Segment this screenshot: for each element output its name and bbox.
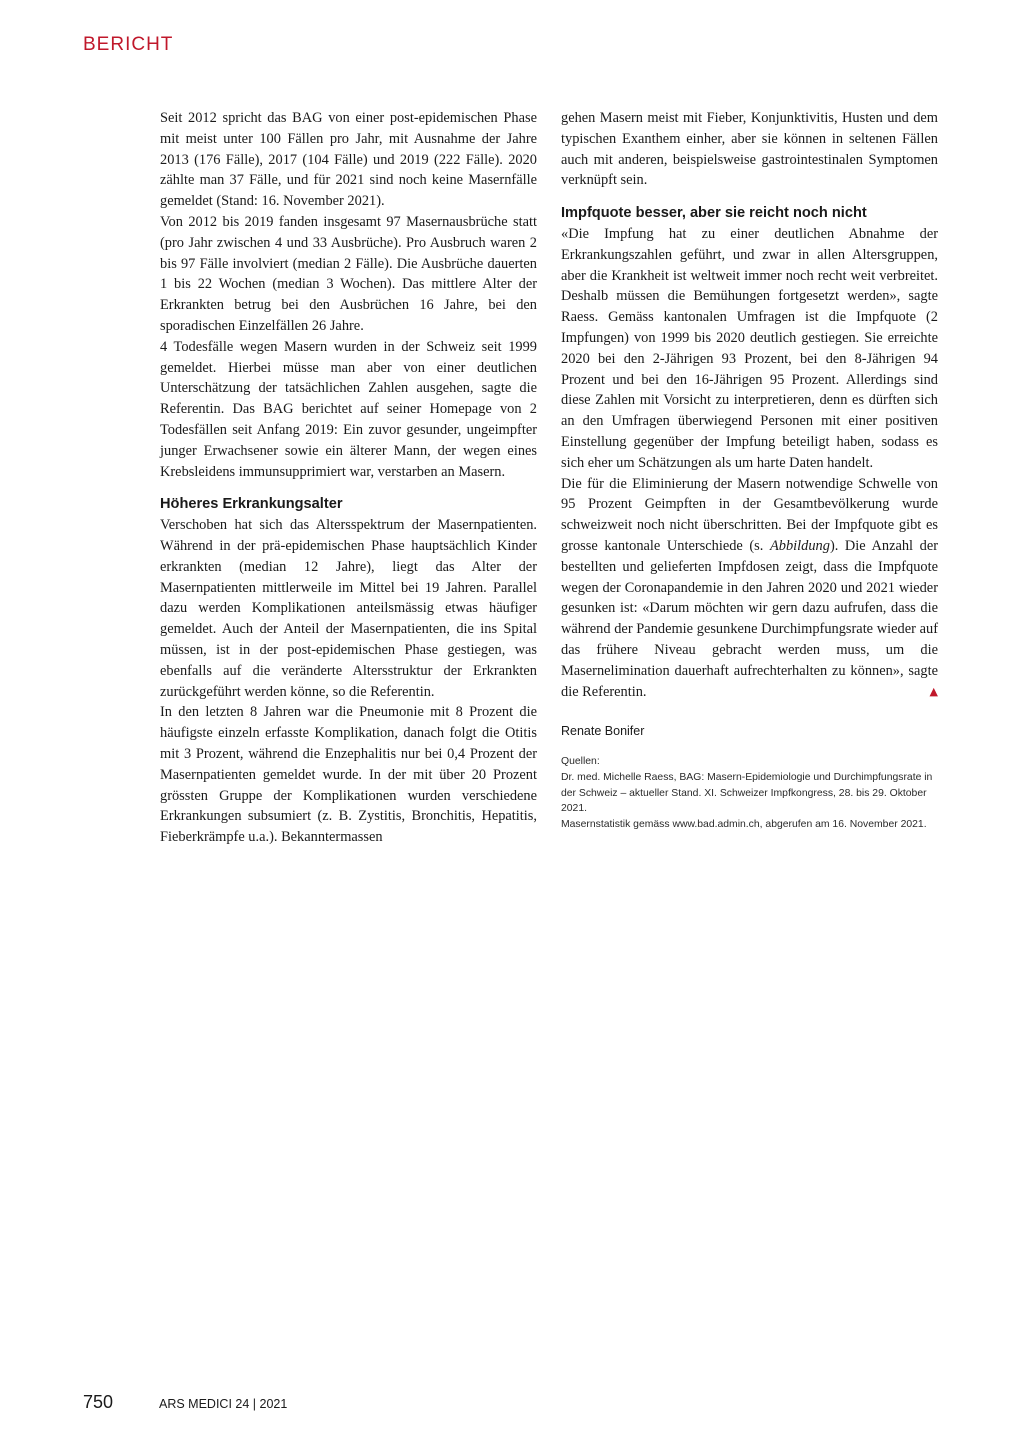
paragraph: gehen Masern meist mit Fieber, Konjunktivitis, Husten und dem typischen Exanthem einher, aber sie können in seltenen Fällen auch mit anderen, beispielsweise gastrointestinalen Symptomen verknüpft sein. xyxy=(561,110,938,189)
source-item: Masernstatistik gemäss www.bad.admin.ch, abgerufen am 16. November 2021. xyxy=(561,818,927,830)
author-name: Renate Bonifer xyxy=(561,724,645,739)
journal-name: ARS MEDICI 24 | 2021 xyxy=(159,1397,288,1411)
left-column xyxy=(160,108,537,848)
paragraph: Seit 2012 spricht das BAG von einer post-epidemischen Phase mit meist unter 100 Fällen pro Jahr, mit Ausnahme der Jahre 2013 (176 Fälle), 2017 (104 Fälle) und 2019 (222 Fälle). 2020 zählte man 37 Fälle, und für 2021 sind noch keine Masernfälle gemeldet (Stand: 16. November 2021). xyxy=(160,110,537,210)
text-run: ). Die Anzahl der bestellten und gelieferten Impfdosen zeigt, dass die Impfquote wegen der Coronapandemie in den Jahren 2020 und 2021 wieder gesunken ist: «Darum möchten wir gern dazu aufrufen, dass die während der Pandemie gesunkene Durchimpfungsrate wieder auf das frühere Niveau gebracht werden muss, um die Masernelimination dauerhaft aufrechterhalten zu können», sagte die Referentin. xyxy=(561,537,938,700)
paragraph: «Die Impfung hat zu einer deutlichen Abnahme der Erkrankungszahlen geführt, und zwar in allen Altersgruppen, aber die Krankheit ist weltweit immer noch recht weit verbreitet. Deshalb müssen die Bemühungen fortgesetzt werden», sagte Raess. Gemäss kantonalen Umfragen ist die Impfquote (2 Impfungen) von 1999 bis 2020 deutlich gestiegen. Sie erreichte 2020 bei den 2-Jährigen 93 Prozent, bei den 8-Jährigen 94 Prozent und bei den 16-Jährigen 95 Prozent. Allerdings sind diese Zahlen mit Vorsicht zu interpretieren, denn es dürften sich an den Umfragen überwiegend Personen mit einer positiven Einstellung gegenüber der Impfung beteiligt haben, sodass es sich eher um Schätzungen als um harte Daten handelt. xyxy=(561,225,938,471)
paragraph: 4 Todesfälle wegen Masern wurden in der Schweiz seit 1999 gemeldet. Hierbei müsse man aber von einer deutlichen Unterschätzung der tatsächlichen Zahlen ausgehen, sagte die Referentin. Das BAG berichtet auf seiner Homepage von 2 Todesfällen seit Anfang 2019: Ein zuvor gesunder, ungeimpfter junger Erwachsener sowie ein älterer Mann, der wegen eines Krebsleidens immunsupprimiert war, verstarben an Masern. xyxy=(160,338,537,480)
text-run: Die für die Eliminierung der Masern notwendige Schwelle von 95 Prozent Geimpften in der Gesamtbevölkerung wurde schweizweit noch nicht überschritten. Bei der Impfquote gibt es grosse kantonale Unterschiede (s. xyxy=(561,475,938,554)
section-heading: Impfquote besser, aber sie reicht noch nicht xyxy=(561,205,867,222)
section-label: BERICHT xyxy=(83,34,174,55)
paragraph-last xyxy=(561,474,938,703)
section-heading: Höheres Erkrankungsalter xyxy=(160,496,343,513)
sources-label: Quellen: xyxy=(561,756,600,768)
page-number: 750 xyxy=(83,1392,114,1412)
right-column xyxy=(561,108,938,832)
paragraph: Verschoben hat sich das Altersspektrum der Masernpatienten. Während in der prä-epidemischen Phase hauptsächlich Kinder erkrankten (median 12 Jahre), liegt das Alter der Masernpatienten mittlerweile im Mittel bei 19 Jahren. Parallel dazu werden Komplikationen anteilsmässig etwas häufiger gemeldet. Auch der Anteil der Masernpatienten, die ins Spital müssen, ist in der post-epidemischen Phase gestiegen, was ebenfalls auf die veränderte Altersstruktur der Erkrankten zurückgeführt werden könne, so die Referentin. xyxy=(160,517,537,700)
source-item: Dr. med. Michelle Raess, BAG: Masern-Epidemiologie und Durchimpfungsrate in der Schweiz – aktueller Stand. XI. Schweizer Impfkongress, 28. bis 29. Oktober 2021. xyxy=(561,771,933,815)
figure-reference: Abbildung xyxy=(769,537,830,554)
paragraph: In den letzten 8 Jahren war die Pneumonie mit 8 Prozent die häufigste einzeln erfasste Komplikation, danach folgt die Otitis mit 3 Prozent, während die Enzephalitis nur bei 0,4 Prozent der Masernpatienten gemeldet wurde. In der mit über 20 Prozent grössten Gruppe der Komplikationen wurden verschiedene Erkrankungen subsumiert (z. B. Zystitis, Bronchitis, Hepatitis, Fieberkrämpfe u.a.). Bekanntermassen xyxy=(160,704,537,846)
sources xyxy=(561,754,938,832)
paragraph: Von 2012 bis 2019 fanden insgesamt 97 Masernausbrüche statt (pro Jahr zwischen 4 und 33 Ausbrüche). Pro Ausbruch waren 2 bis 97 Fälle involviert (median 2 Fälle). Die Ausbrüche dauerten 1 bis 22 Wochen (median 3 Wochen). Das mittlere Alter der Erkrankten betrug bei den Ausbrüchen 16 Jahre, bei den sporadischen Einzelfällen 26 Jahre. xyxy=(160,213,537,334)
end-triangle-icon: ▲ xyxy=(929,684,938,698)
